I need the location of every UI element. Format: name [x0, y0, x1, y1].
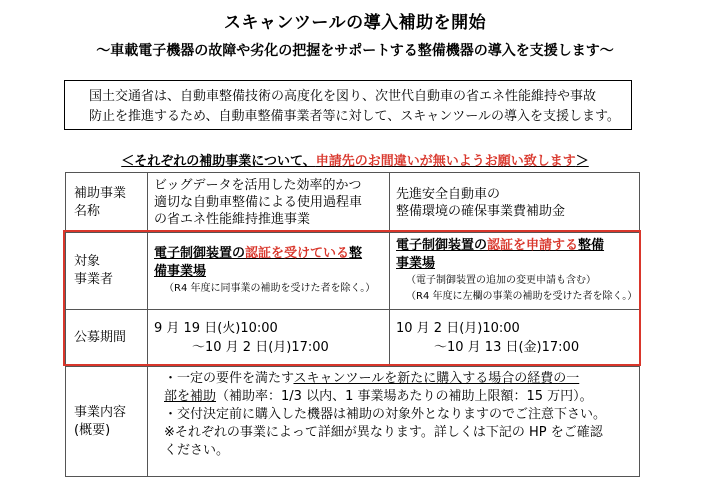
content-line-2a: 部を補助 [164, 389, 217, 404]
label-period: 公募期間 [66, 310, 148, 367]
target-right-note-2: （R4 年度に左欄の事業の補助を受けた者を除く。） [406, 291, 638, 302]
program-left-3: の省エネ性能維持推進事業 [154, 212, 311, 227]
label-content-2: (概要) [74, 422, 111, 438]
notice-highlight: 申請先のお間違いが無いようお願い致します [315, 154, 576, 169]
label-program-2: 名称 [74, 203, 101, 219]
content-line-1b: スキャンツールを新たに購入する場合の経費の一 [293, 371, 580, 386]
label-content-1: 事業内容 [74, 404, 127, 420]
program-left-1: ビッグデータを活用した効率的かつ [154, 178, 362, 193]
target-right-red: 認証を申請する [487, 238, 579, 253]
target-left-heading [154, 245, 383, 263]
content-line-2 [164, 388, 633, 406]
notice-line [0, 150, 710, 169]
period-left-start: 9 月 19 日(火)10:00 [154, 321, 278, 336]
content-line-1 [164, 370, 633, 388]
content-line-1a: ・一定の要件を満たす [164, 371, 294, 386]
program-left [148, 173, 390, 233]
target-right-line2: 事業場 [396, 256, 436, 271]
table-row-program [66, 173, 640, 233]
target-left-line2: 備事業場 [154, 264, 207, 279]
label-content [66, 367, 148, 477]
content-line-3: ・交付決定前に購入した機器は補助の対象外となりますのでご注意下さい。 [164, 407, 607, 422]
target-right-heading [396, 237, 633, 255]
label-program-1: 補助事業 [74, 185, 127, 201]
subsidy-table [65, 172, 640, 477]
period-right [390, 310, 640, 367]
intro-box [64, 80, 632, 130]
label-target [66, 233, 148, 310]
intro-line-2: 防止を推進するため、自動車整備事業者等に対して、スキャンツールの導入を支援します。 [89, 109, 620, 124]
table-row-content [66, 367, 640, 477]
intro-line-1: 国土交通省は、自動車整備技術の高度化を図り、次世代自動車の省エネ性能維持や事故 [89, 89, 597, 104]
target-right-pre: 電子制御装置の [396, 238, 488, 253]
notice-suffix: ＞ [575, 154, 589, 169]
target-right-post: 整備 [578, 238, 605, 253]
period-left [148, 310, 390, 367]
target-left-red: 認証を受けている [245, 246, 350, 261]
program-right-1: 先進安全自動車の [396, 186, 501, 202]
target-right [390, 233, 640, 310]
content-line-5: ください。 [164, 443, 230, 458]
target-left-pre: 電子制御装置の [154, 246, 246, 261]
period-right-start: 10 月 2 日(月)10:00 [396, 321, 520, 336]
content-cell [148, 367, 640, 477]
program-right [390, 173, 640, 233]
table-row-period [66, 310, 640, 367]
target-left-post: 整 [349, 246, 363, 261]
notice-prefix: ＜それぞれの補助事業について、 [121, 154, 316, 169]
table-row-target [66, 233, 640, 310]
label-target-1: 対象 [74, 254, 101, 269]
program-right-2: 整備環境の確保事業費補助金 [396, 203, 566, 219]
period-right-end: ～10 月 13 日(金)17:00 [434, 340, 580, 355]
content-line-2b: （補助率：1/3 以内、1 事業場あたりの補助上限額：15 万円）。 [216, 389, 593, 404]
page-title: スキャンツールの導入補助を開始 [223, 13, 487, 33]
page-subtitle: ～車載電子機器の故障や劣化の把握をサポートする整備機器の導入を支援します～ [96, 43, 614, 59]
target-left [148, 233, 390, 310]
target-left-note: （R4 年度に同事業の補助を受けた者を除く。） [164, 283, 376, 294]
program-left-2: 適切な自動車整備による使用過程車 [154, 195, 363, 210]
period-left-end: ～10 月 2 日(月)17:00 [192, 340, 329, 355]
label-program [66, 173, 148, 233]
target-right-note-1: （電子制御装置の追加の変更申請も含む） [406, 275, 596, 286]
content-line-4: ※それぞれの事業によって詳細が異なります。詳しくは下記の HP をご確認 [164, 425, 603, 440]
label-target-2: 事業者 [74, 272, 114, 287]
